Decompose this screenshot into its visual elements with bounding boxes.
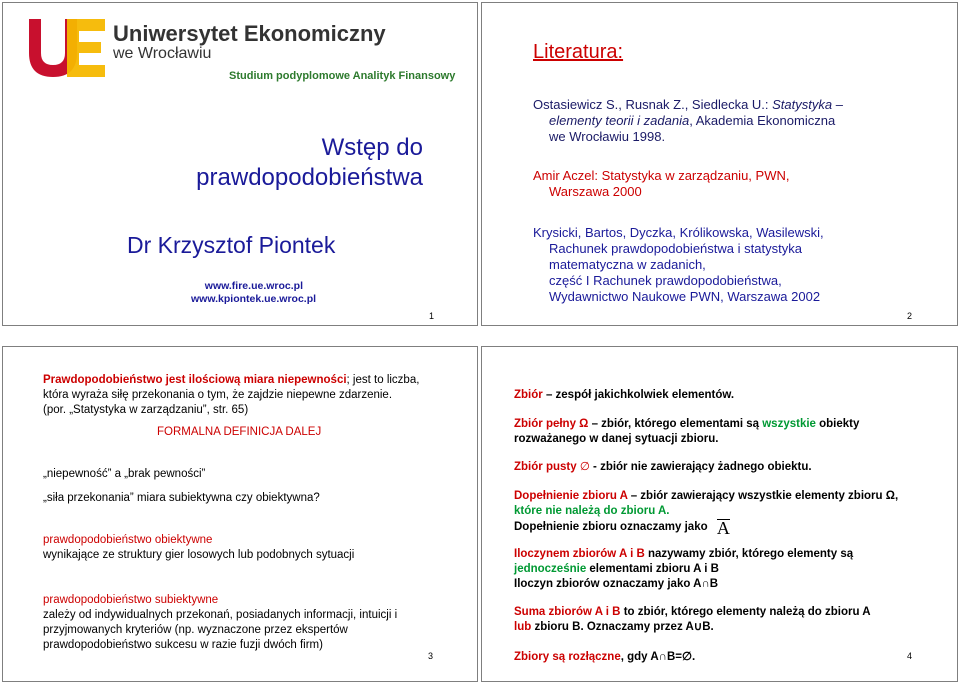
ref3-line-1: Krysicki, Bartos, Dyczka, Królikowska, Wasilewski,: [533, 225, 824, 240]
union-text: to zbiór, którego elementy należą do zbioru A: [620, 606, 871, 618]
disjoint-definition: [514, 650, 695, 665]
page-number: 1: [429, 311, 435, 321]
logo-university-name: Uniwersytet Ekonomiczny: [113, 21, 386, 46]
subjective-block: [43, 593, 397, 653]
question-uncertainty: „niepewność” a „brak pewności”: [43, 468, 206, 480]
intersection-definition: [514, 547, 853, 592]
complement-line-2: które nie należą do zbioru A.: [514, 505, 670, 517]
definition-line-2: która wyraża siłę przekonania o tym, że zajdzie niepewne zdarzenie.: [43, 389, 393, 401]
complement-notation-text: Dopełnienie zbioru oznaczamy jako: [514, 521, 708, 533]
full-set-line-2: rozważanego w danej sytuacji zbioru.: [514, 433, 719, 445]
ref2-line-2: Warszawa 2000: [549, 184, 642, 199]
definition-paragraph: [43, 373, 419, 418]
set-text: – zespół jakichkolwiek elementów.: [542, 389, 735, 401]
reference-1: [533, 97, 843, 145]
empty-set-term: Zbiór pusty: [514, 461, 580, 473]
slide-literature: [481, 2, 958, 326]
ref3-line-4: część I Rachunek prawdopodobieństwa,: [549, 273, 782, 288]
ue-logo-icon: [23, 11, 109, 83]
link-fire[interactable]: www.fire.ue.wroc.pl: [204, 280, 303, 292]
union-highlight: lub: [514, 621, 532, 633]
union-definition: [514, 605, 871, 635]
reference-3: [533, 225, 824, 305]
subjective-line-1: zależy od indywidualnych przekonań, posiadanych informacji, intuicji i: [43, 609, 398, 621]
ref1-title-start: Statystyka –: [772, 97, 843, 112]
complement-text: – zbiór zawierający wszystkie elementy zbioru Ω,: [627, 490, 899, 502]
intersection-notation: Iloczyn zbiorów oznaczamy jako A∩B: [514, 578, 719, 590]
page-title: [196, 133, 423, 193]
intersection-text: nazywamy zbiór, którego elementy są: [644, 548, 854, 560]
intersection-term: Iloczynem zbiorów A i B: [514, 548, 645, 560]
ref1-title-end: elementy teorii i zadania: [549, 113, 690, 128]
empty-set-definition: [514, 460, 812, 475]
ref2-line-1: Amir Aczel: Statystyka w zarządzaniu, PWN,: [533, 168, 790, 183]
definition-rest: ; jest to liczba,: [346, 374, 420, 386]
intersection-text-2: elementami zbioru A i B: [586, 563, 719, 575]
ref3-line-2: Rachunek prawdopodobieństwa i statystyka: [549, 241, 802, 256]
union-text-2: zbioru B. Oznaczamy przez A∪B.: [531, 621, 714, 633]
subjective-title: prawdopodobieństwo subiektywne: [43, 594, 219, 606]
link-kpiontek[interactable]: www.kpiontek.ue.wroc.pl: [191, 293, 317, 305]
page-number: 2: [907, 311, 913, 321]
definition-line-3: (por. „Statystyka w zarządzaniu”, str. 65): [43, 404, 249, 416]
question-strength: „siła przekonania” miara subiektywna czy obiektywna?: [43, 492, 320, 504]
title-line-1: Wstęp do: [321, 134, 423, 161]
objective-title: prawdopodobieństwo obiektywne: [43, 534, 213, 546]
logo-city-name: we Wrocławiu: [113, 45, 212, 62]
complement-symbol: A: [716, 518, 730, 538]
page-number: 4: [907, 651, 913, 661]
full-set-definition: [514, 417, 859, 447]
ref3-line-3: matematyczna w zadanich,: [549, 257, 706, 272]
complement-definition: [514, 489, 898, 536]
objective-block: [43, 533, 354, 563]
ref1-publisher: , Akademia Ekonomiczna: [689, 113, 836, 128]
literature-heading: Literatura:: [533, 41, 624, 63]
subjective-line-3: prawdopodobieństwo sukcesu w razie fuzji dwóch firm): [43, 639, 323, 651]
ref1-authors: Ostasiewicz S., Rusnak Z., Siedlecka U.:: [533, 97, 773, 112]
full-set-highlight: wszystkie: [762, 418, 816, 430]
set-definition: [514, 388, 734, 403]
formal-definition-note: FORMALNA DEFINICJA DALEJ: [157, 426, 322, 438]
slide-title: [2, 2, 478, 326]
union-term: Suma zbiorów A i B: [514, 606, 621, 618]
ref1-year: we Wrocławiu 1998.: [549, 129, 666, 144]
subjective-line-2: przyjmowanych kryteriów (np. wyznaczone przez ekspertów: [43, 624, 348, 636]
title-line-2: prawdopodobieństwa: [196, 164, 423, 191]
slide-probability-intro: [2, 346, 478, 682]
intersection-highlight: jednocześnie: [514, 563, 587, 575]
author-name: Dr Krzysztof Piontek: [127, 232, 336, 258]
slide-sets: [481, 346, 958, 682]
full-set-text-2: obiekty: [815, 418, 860, 430]
disjoint-text: , gdy A∩B=∅.: [620, 651, 696, 663]
page-number: 3: [428, 651, 434, 661]
objective-text: wynikające ze struktury gier losowych lub podobnych sytuacji: [43, 549, 355, 561]
disjoint-term: Zbiory są rozłączne: [514, 651, 621, 663]
course-subtitle: Studium podyplomowe Analityk Finansowy: [229, 70, 456, 82]
reference-2: [533, 168, 789, 200]
empty-set-icon: ∅: [579, 461, 590, 473]
full-set-text: – zbiór, którego elementami są: [588, 418, 763, 430]
definition-highlight: Prawdopodobieństwo jest ilościową miara niepewności: [43, 374, 347, 386]
set-term: Zbiór: [514, 389, 543, 401]
empty-set-text: - zbiór nie zawierający żadnego obiektu.: [589, 461, 812, 473]
full-set-term: Zbiór pełny Ω: [514, 418, 589, 430]
complement-term: Dopełnienie zbioru A: [514, 490, 628, 502]
links-block: [191, 280, 316, 306]
ref3-line-5: Wydawnictwo Naukowe PWN, Warszawa 2002: [549, 289, 821, 304]
